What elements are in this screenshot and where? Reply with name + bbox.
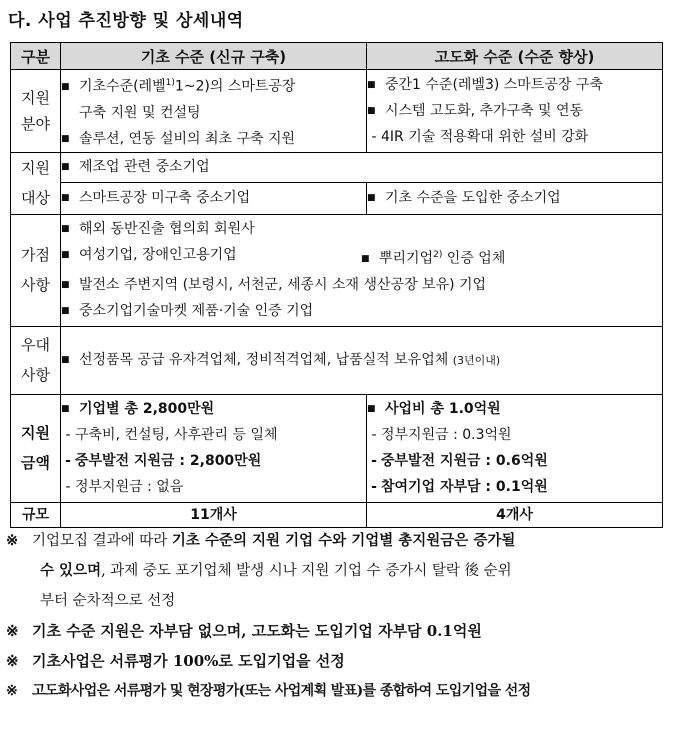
section-title: 다. 사업 추진방향 및 상세내역 <box>8 11 244 31</box>
list-item: - 4IR 기술 적용확대 위한 설비 강화 <box>367 124 662 150</box>
note-1-cont-2: 부터 순차적으로 선정 <box>40 593 176 609</box>
note-3: ※ 기초사업은 서류평가 100%로 도입기업을 선정 <box>6 652 345 670</box>
scale-advanced: 4개사 <box>367 502 663 527</box>
list-item: ■ 제조업 관련 중소기업 <box>61 154 662 180</box>
row-label: 가점 사항 <box>11 214 61 326</box>
row-label: 우대 사항 <box>11 326 61 394</box>
note-1-cont: 수 있으며, 과제 중도 포기업체 발생 시나 지원 기업 수 증가시 탈락 後 순위 <box>40 563 512 579</box>
row-label: 지원 금액 <box>11 394 61 502</box>
list-item: - 중부발전 지원금 : 0.6억원 <box>367 448 662 474</box>
list-item: ■ 스마트공장 미구축 중소기업 <box>61 185 366 211</box>
list-item: ■ 발전소 주변지역 (보령시, 서천군, 세종시 소재 생산공장 보유) 기업 <box>61 272 662 298</box>
list-item: ■ 기초 수준을 도입한 중소기업 <box>367 185 662 211</box>
list-item: - 정부지원금 : 없음 <box>61 474 366 500</box>
list-item: ■ 중소기업기술마켓 제품·기술 인증 기업 <box>61 298 662 324</box>
table-row-target-1 <box>11 152 663 182</box>
amount-advanced-cell <box>367 394 663 502</box>
list-item: ■ 시스템 고도화, 추가구축 및 연동 <box>367 98 662 124</box>
list-item: ■ 중간1 수준(레벨3) 스마트공장 구축 <box>367 72 662 98</box>
list-item: - 참여기업 자부담 : 0.1억원 <box>367 474 662 500</box>
list-item: 구축 지원 및 컨설팅 <box>79 104 201 121</box>
preference-cell <box>61 326 663 394</box>
list-item: ■ 솔루션, 연동 설비의 최초 구축 지원 <box>61 126 366 152</box>
table-row-scale <box>11 502 663 527</box>
advanced-field-cell <box>367 70 663 153</box>
note-2: ※ 기초 수준 지원은 자부담 없으며, 고도화는 도입기업 자부담 0.1억원 <box>6 622 482 640</box>
list-item: - 정부지원금 : 0.3억원 <box>367 422 662 448</box>
header-advanced: 고도화 수준 (수준 향상) <box>367 43 663 70</box>
note-4: ※ 고도화사업은 서류평가 및 현장평가(또는 사업계획 발표)를 종합하여 도입기업을 선정 <box>6 683 531 699</box>
basic-field-cell <box>61 70 367 153</box>
list-item: ■ 사업비 총 1.0억원 <box>367 396 662 422</box>
support-details-table <box>10 42 663 528</box>
note-1: ※ 기업모집 결과에 따라 기초 수준의 지원 기업 수와 기업별 총지원금은 증가될 <box>6 532 516 549</box>
target-basic-cell <box>61 182 367 214</box>
scale-basic: 11개사 <box>61 502 367 527</box>
table-row-target-2 <box>11 182 663 214</box>
list-item: ■ 기초수준(레벨$^{1)}$1~2)의 스마트공장 <box>61 70 366 100</box>
table-header-row <box>11 43 663 70</box>
header-basic: 기초 수준 (신규 구축) <box>61 43 367 70</box>
bonus-cell <box>61 214 663 326</box>
row-label: 지원 분야 <box>11 70 61 153</box>
header-category: 구분 <box>11 43 61 70</box>
list-item: ■ 기업별 총 2,800만원 <box>61 396 366 422</box>
table-row-preference <box>11 326 663 394</box>
list-item: - 중부발전 지원금 : 2,800만원 <box>61 448 366 474</box>
table-row-amount <box>11 394 663 502</box>
target-common-cell <box>61 152 663 182</box>
row-label: 규모 <box>11 502 61 527</box>
amount-basic-cell <box>61 394 367 502</box>
list-item: ■ 해외 동반진출 협의회 회원사 <box>61 216 662 242</box>
target-advanced-cell <box>367 182 663 214</box>
list-item: - 구축비, 컨설팅, 사후관리 등 일체 <box>61 422 366 448</box>
table-row-field <box>11 70 663 153</box>
notes <box>6 526 668 706</box>
list-item: ■ 선정품목 공급 유자격업체, 정비적격업체, 납품실적 보유업체 (3년이내) <box>61 347 662 374</box>
table-row-bonus <box>11 214 663 326</box>
row-label: 지원 대상 <box>11 152 61 214</box>
list-item: ■ 여성기업, 장애인고용기업 ■ 뿌리기업$^{2)}$ 인증 업체 <box>61 242 662 272</box>
